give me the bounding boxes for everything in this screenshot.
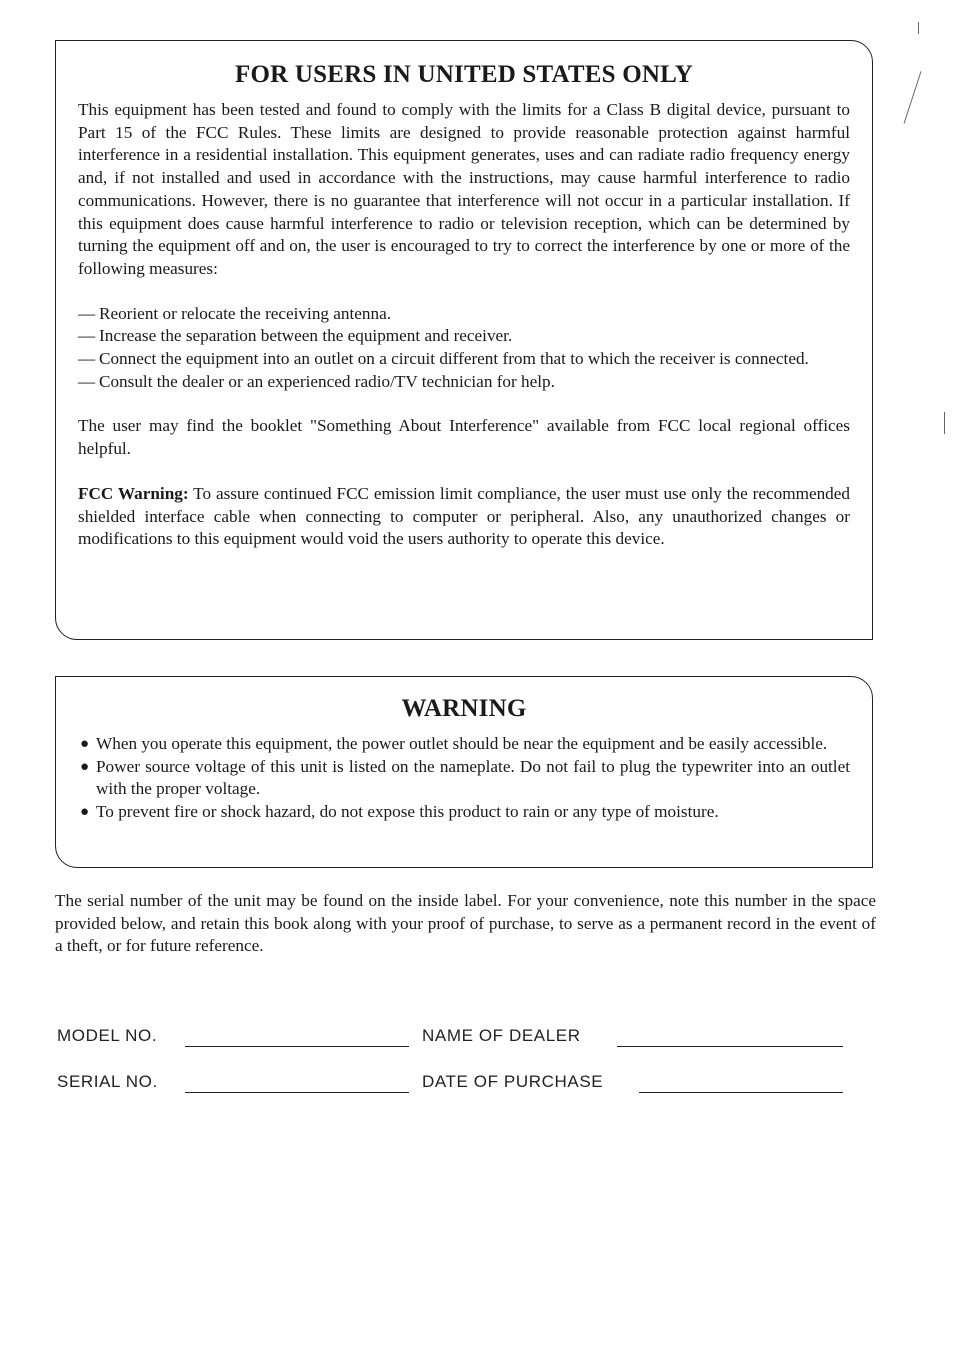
measure-text: Consult the dealer or an experienced radio/TV technician for help. <box>99 371 555 391</box>
warning-text: When you operate this equipment, the power outlet should be near the equipment and be easily accessible. <box>96 734 828 753</box>
dash-glyph: — <box>78 303 96 323</box>
warning-text: Power source voltage of this unit is listed on the nameplate. Do not fail to plug the typewriter into an outlet with the proper voltage. <box>96 756 850 799</box>
bullet-icon: ● <box>80 804 90 821</box>
warning-box <box>55 676 873 868</box>
measure-item <box>78 325 850 348</box>
serial-number-label: SERIAL NO. <box>57 1072 158 1091</box>
measure-text: Connect the equipment into an outlet on a circuit different from that to which the receiver is connected. <box>99 349 809 369</box>
measure-item <box>78 348 850 371</box>
bullet-icon: ● <box>80 758 90 775</box>
booklet-note: The user may find the booklet "Something About Interference" available from FCC local regional offices helpful. <box>78 416 850 459</box>
serial-number-blank <box>185 1092 409 1093</box>
warning-text: To prevent fire or shock hazard, do not expose this product to rain or any type of moisture. <box>96 802 719 822</box>
measure-text: Increase the separation between the equipment and receiver. <box>99 326 513 346</box>
fcc-warning-label: FCC Warning: <box>78 483 189 503</box>
interference-measures-list <box>78 303 850 394</box>
fcc-warning-text: To assure continued FCC emission limit compliance, the user must use only the recommended shielded interface cable when connecting to computer or peripheral. Also, any unauthorized changes or modifications to this equipment would void the users authority to operate this device. <box>78 483 850 549</box>
scan-artifact <box>918 22 919 34</box>
warning-item <box>78 756 850 801</box>
scan-artifact <box>944 412 945 434</box>
fcc-section-title: FOR USERS IN UNITED STATES ONLY <box>235 61 693 88</box>
bullet-icon: ● <box>80 736 90 752</box>
dash-glyph: — <box>78 326 96 346</box>
fcc-notice-box <box>55 40 873 640</box>
dash-glyph: — <box>78 349 96 369</box>
scan-artifact <box>904 71 922 124</box>
fcc-intro-paragraph: This equipment has been tested and found to comply with the limits for a Class B digital device, pursuant to Part 15 of the FCC Rules. These limits are designed to provide reasonable protection against harmful interference in a residential installation. This equipment generates, uses and can radiate radio frequency energy and, if not installed and used in accordance with the instructions, may cause harmful interference to radio communications. However, there is no guarantee that interference will not occur in a particular installation. If this equipment does cause harmful interference to radio or television reception, which can be determined by turning the equipment off and on, the user is encouraged to try to correct the interference by one or more of the following measures: <box>78 100 850 278</box>
model-number-blank <box>185 1046 409 1047</box>
warning-list <box>78 733 850 824</box>
dash-glyph: — <box>78 371 96 391</box>
model-number-label: MODEL NO. <box>57 1026 158 1045</box>
dealer-name-label: NAME OF DEALER <box>422 1026 581 1045</box>
measure-item <box>78 303 850 326</box>
serial-number-note: The serial number of the unit may be found on the inside label. For your convenience, note this number in the space provided below, and retain this book along with your proof of purchase, to serve as a permanent record in the event of a theft, or for future reference. <box>55 891 876 956</box>
purchase-date-label: DATE OF PURCHASE <box>422 1072 604 1091</box>
dealer-name-blank <box>617 1046 843 1047</box>
purchase-date-blank <box>639 1092 843 1093</box>
fcc-warning-paragraph <box>78 483 850 551</box>
warning-item <box>78 733 850 756</box>
warning-item <box>78 801 850 824</box>
warning-title: WARNING <box>401 695 527 722</box>
measure-item <box>78 371 850 394</box>
measure-text: Reorient or relocate the receiving antenna. <box>99 303 392 323</box>
